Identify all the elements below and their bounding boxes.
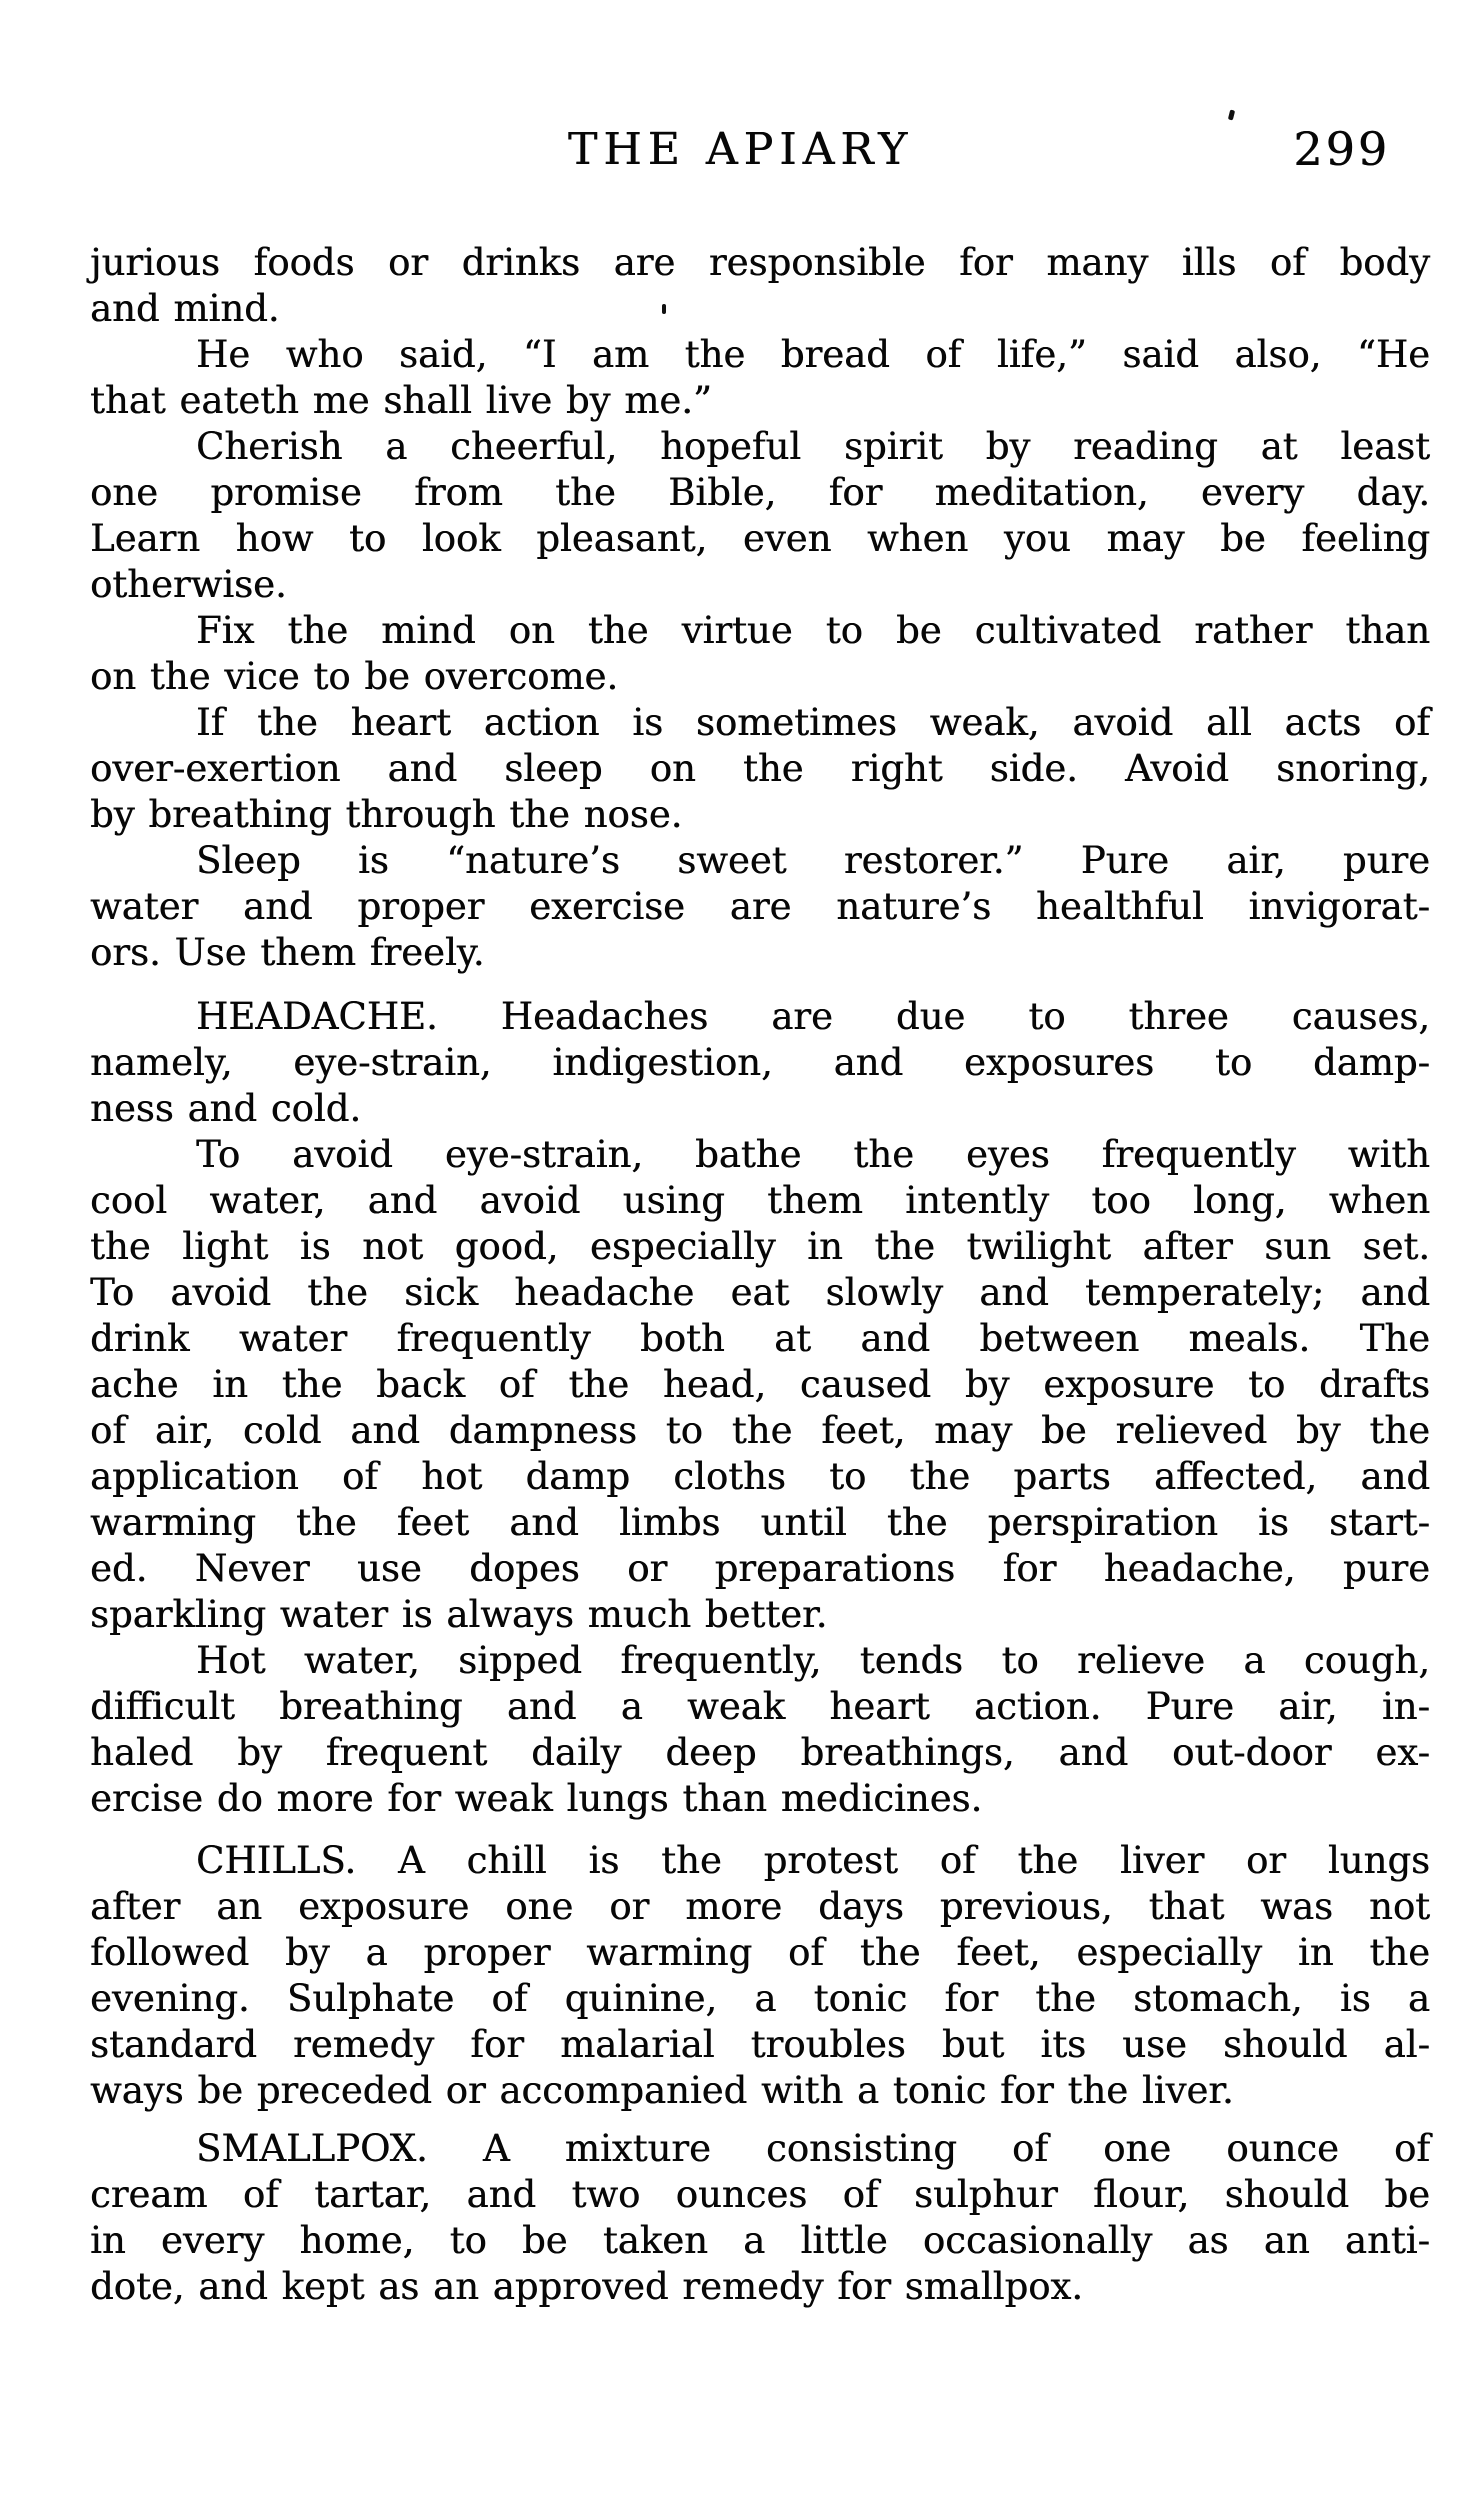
text-line: cream of tartar, and two ounces of sulphur flour, should be [90,2173,1430,2216]
paragraph [90,1132,1430,1638]
text-line: haled by frequent daily deep breathings, and out-door ex- [90,1731,1430,1774]
running-head-title: THE APIARY [567,124,914,175]
paragraph [90,1638,1430,1822]
text-line: sparkling water is always much better. [90,1593,828,1636]
text-line: ness and cold. [90,1087,362,1130]
text-line: cool water, and avoid using them intently too long, when [90,1179,1430,1222]
text-line: namely, eye-strain, indigestion, and exposures to damp- [90,1041,1430,1084]
paragraph [90,2126,1430,2310]
text-line: dote, and kept as an approved remedy for smallpox. [90,2265,1084,2308]
text-line: warming the feet and limbs until the perspiration is start- [90,1501,1430,1544]
paragraph [90,332,1430,424]
page-number: 299 [1293,122,1390,176]
text-line: followed by a proper warming of the feet, especially in the [90,1931,1430,1974]
text-line: drink water frequently both at and between meals. The [90,1317,1430,1360]
text-line: that eateth me shall live by me.” [90,379,712,422]
text-line: standard remedy for malarial troubles but its use should al- [90,2023,1430,2066]
text-line: Cherish a cheerful, hopeful spirit by reading at least [196,425,1430,468]
text-line: one promise from the Bible, for meditation, every day. [90,471,1430,514]
text-line: of air, cold and dampness to the feet, may be relieved by the [90,1409,1430,1452]
ink-speck [1228,110,1235,121]
text-line: otherwise. [90,563,287,606]
text-line: difficult breathing and a weak heart action. Pure air, in- [90,1685,1430,1728]
paragraph [90,608,1430,700]
text-line: ache in the back of the head, caused by exposure to drafts [90,1363,1430,1406]
text-line: Learn how to look pleasant, even when you may be feeling [90,517,1430,560]
text-line: He who said, “I am the bread of life,” said also, “He [196,333,1430,376]
text-line: water and proper exercise are nature’s healthful invigorat- [90,885,1430,928]
text-line: by breathing through the nose. [90,793,683,836]
text-line: If the heart action is sometimes weak, avoid all acts of [196,701,1430,744]
text-line: Sleep is “nature’s sweet restorer.” Pure air, pure [196,839,1430,882]
paragraph [90,240,1430,332]
text-line: on the vice to be overcome. [90,655,619,698]
text-line: after an exposure one or more days previous, that was not [90,1885,1430,1928]
text-line: and mind. [90,287,280,330]
paragraph [90,838,1430,976]
text-line: application of hot damp cloths to the parts affected, and [90,1455,1430,1498]
text-line: CHILLS. A chill is the protest of the liver or lungs [196,1839,1430,1882]
paragraph [90,994,1430,1132]
text-line: ways be preceded or accompanied with a tonic for the liver. [90,2069,1234,2112]
text-line: ors. Use them freely. [90,931,485,974]
paragraph [90,700,1430,838]
text-line: ed. Never use dopes or preparations for headache, pure [90,1547,1430,1590]
paragraph [90,424,1430,608]
text-line: the light is not good, especially in the twilight after sun set. [90,1225,1430,1268]
text-line: SMALLPOX. A mixture consisting of one ounce of [196,2127,1430,2170]
text-line: over-exertion and sleep on the right side. Avoid snoring, [90,747,1430,790]
text-line: evening. Sulphate of quinine, a tonic for the stomach, is a [90,1977,1430,2020]
text-line: jurious foods or drinks are responsible for many ills of body [90,241,1430,284]
text-line: ercise do more for weak lungs than medicines. [90,1777,983,1820]
paragraph [90,1838,1430,2114]
text-line: in every home, to be taken a little occasionally as an anti- [90,2219,1430,2262]
text-line: Fix the mind on the virtue to be cultivated rather than [196,609,1430,652]
text-line: To avoid eye-strain, bathe the eyes frequently with [196,1133,1430,1176]
page-body [90,240,1430,2310]
text-line: HEADACHE. Headaches are due to three causes, [196,995,1430,1038]
text-line: Hot water, sipped frequently, tends to relieve a cough, [196,1639,1430,1682]
text-line: To avoid the sick headache eat slowly and temperately; and [90,1271,1430,1314]
